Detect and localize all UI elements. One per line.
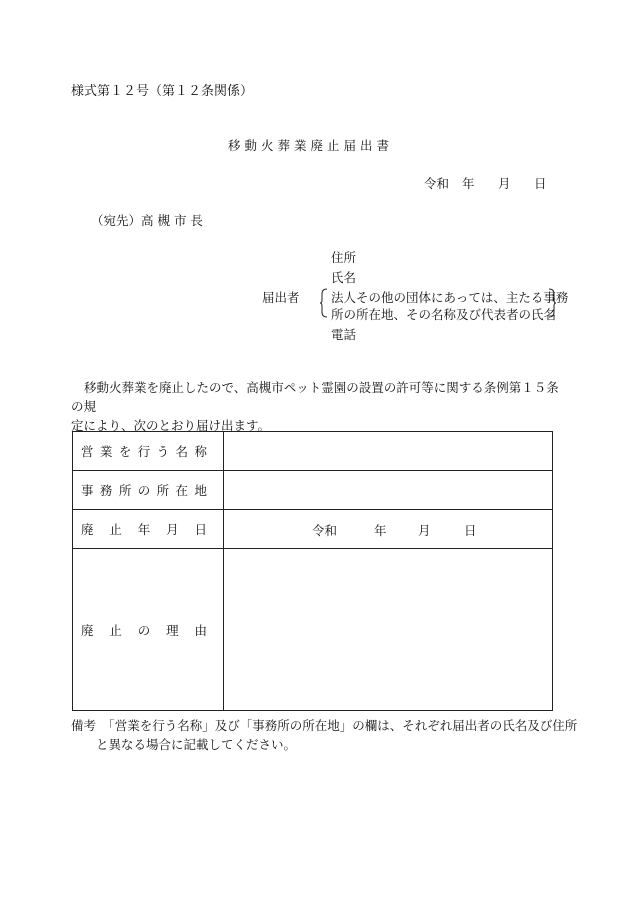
field-business-name[interactable] <box>224 432 553 471</box>
label-office-location: 事 務 所 の 所 在 地 <box>73 471 224 510</box>
abolition-date-era: 令和 <box>312 523 338 538</box>
table-row-business-name <box>73 432 553 471</box>
label-abolition-reason: 廃 止 の 理 由 <box>73 549 224 711</box>
addressee: （宛先）高 槻 市 長 <box>91 213 203 228</box>
abolition-date-month: 月 <box>418 523 431 538</box>
name-label: 氏名 <box>331 270 357 285</box>
applicant-block <box>262 248 572 343</box>
address-label: 住所 <box>331 250 357 265</box>
body-text <box>71 378 561 435</box>
field-abolition-date[interactable] <box>224 510 553 549</box>
field-abolition-reason[interactable] <box>224 549 553 711</box>
field-office-location[interactable] <box>224 471 553 510</box>
label-abolition-date: 廃 止 年 月 日 <box>73 510 224 549</box>
remarks-line1: 備考 「営業を行う名称」及び「事務所の所在地」の欄は、それぞれ届出者の氏名及び住所 <box>71 718 578 733</box>
abolition-date-day: 日 <box>464 523 477 538</box>
right-brace-icon <box>548 288 556 318</box>
applicant-label: 届出者 <box>262 290 300 305</box>
label-business-name: 営 業 を 行 う 名 称 <box>73 432 224 471</box>
body-text-line1: 移動火葬業を廃止したので、高槻市ペット霊園の設置の許可等に関する条例第１５条の規 <box>71 380 559 414</box>
phone-label: 電話 <box>331 327 357 342</box>
corporate-note-line1: 法人その他の団体にあっては、主たる事務 <box>331 290 569 305</box>
abolition-date-year: 年 <box>374 523 387 538</box>
form-number: 様式第１２号（第１２条関係） <box>71 84 254 99</box>
table-row-abolition-date <box>73 510 553 549</box>
document-title: 移動火葬業廃止届出書 <box>228 138 394 153</box>
date-era: 令和 <box>424 176 450 191</box>
date-year: 年 <box>462 176 475 191</box>
submission-date <box>424 174 547 192</box>
remarks-line2: と異なる場合に記載してください。 <box>96 737 297 752</box>
table-row-office-location <box>73 471 553 510</box>
body-text-line2: 定により、次のとおり届け出ます。 <box>71 418 271 433</box>
form-table <box>72 431 553 711</box>
date-month: 月 <box>498 176 511 191</box>
corporate-note-line2: 所の所在地、その名称及び代表者の氏名 <box>331 307 557 322</box>
table-row-abolition-reason <box>73 549 553 711</box>
left-brace-icon <box>320 288 328 318</box>
remarks <box>71 716 577 754</box>
date-day: 日 <box>534 176 547 191</box>
